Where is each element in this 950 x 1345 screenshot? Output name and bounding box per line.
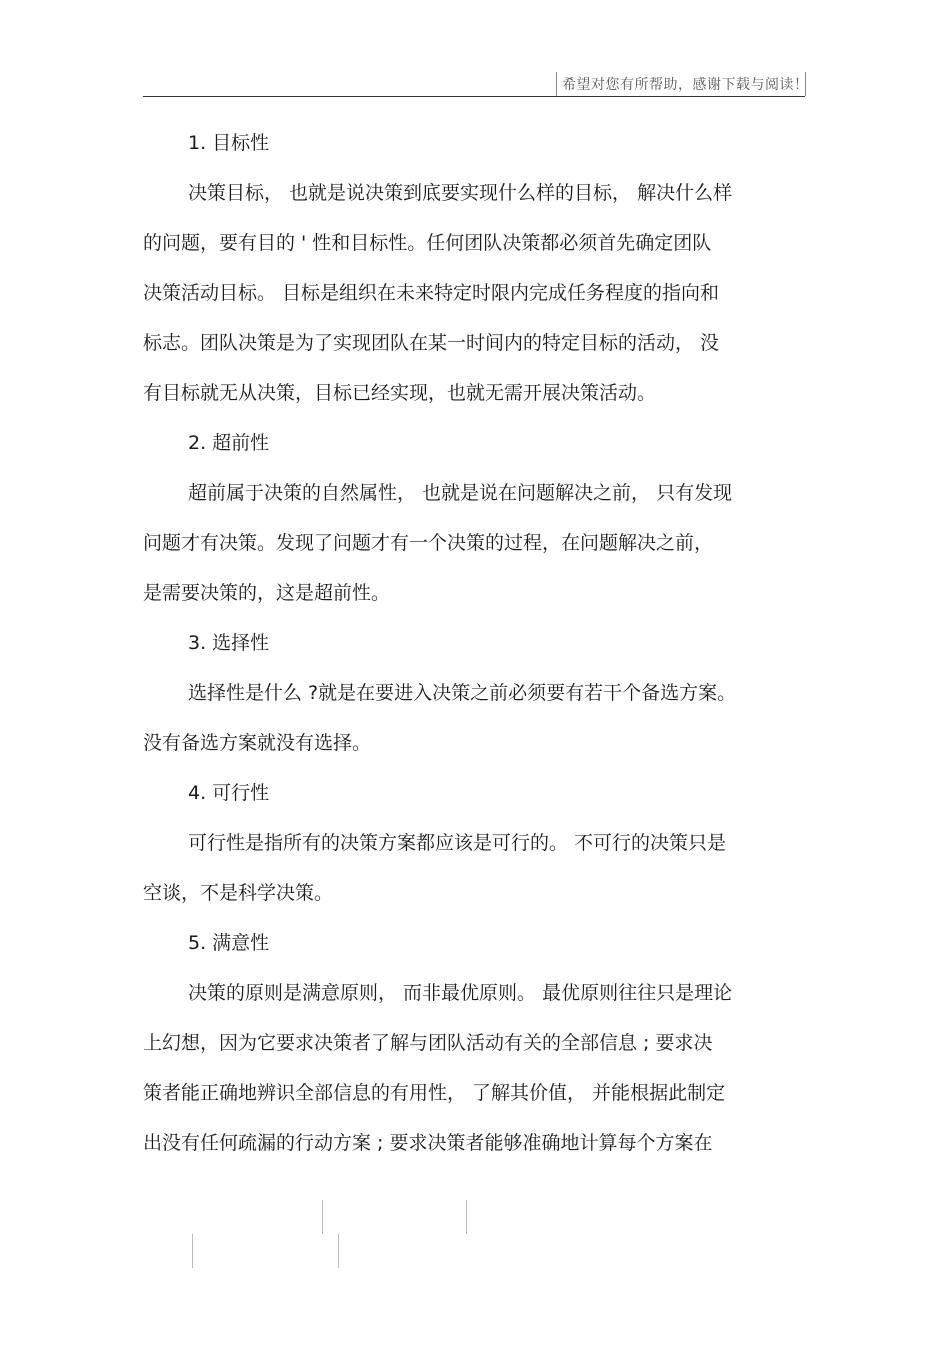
paragraph-line: 没有备选方案就没有选择。 — [143, 732, 372, 754]
paragraph-line: 决策目标， 也就是说决策到底要实现什么样的目标， 解决什么样 — [188, 182, 733, 204]
header-note: 希望对您有所帮助，感谢下载与阅读！ — [562, 77, 809, 93]
paragraph-line: 决策活动目标。 目标是组织在未来特定时限内完成任务程度的指向和 — [143, 282, 720, 304]
paragraph-line: 问题才有决策。发现了问题才有一个决策的过程，在问题解决之前， — [143, 532, 714, 554]
scan-artifact-line — [466, 1200, 467, 1234]
section-heading: 4. 可行性 — [188, 782, 270, 804]
paragraph-line: 标志。团队决策是为了实现团队在某一时间内的特定目标的活动， 没 — [143, 332, 720, 354]
header-rule — [143, 96, 805, 97]
scan-artifact-line — [192, 1234, 193, 1268]
section-heading: 2. 超前性 — [188, 432, 270, 454]
section-heading: 3. 选择性 — [188, 632, 270, 654]
scan-artifact-line — [338, 1234, 339, 1268]
paragraph-line: 的问题，要有目的 ' 性和目标性。任何团队决策都必须首先确定团队 — [143, 232, 712, 254]
paragraph-line: 决策的原则是满意原则， 而非最优原则。 最优原则往往只是理论 — [188, 982, 733, 1004]
paragraph-line: 策者能正确地辨识全部信息的有用性， 了解其价值， 并能根据此制定 — [143, 1082, 726, 1104]
paragraph-line: 有目标就无从决策，目标已经实现，也就无需开展决策活动。 — [143, 382, 657, 404]
document-body — [143, 118, 807, 1168]
paragraph-line: 是需要决策的，这是超前性。 — [143, 582, 391, 604]
section-heading: 5. 满意性 — [188, 932, 270, 954]
paragraph-line: 出没有任何疏漏的行动方案 ; 要求决策者能够准确地计算每个方案在 — [143, 1132, 713, 1154]
paragraph-line: 超前属于决策的自然属性， 也就是说在问题解决之前， 只有发现 — [188, 482, 733, 504]
section-heading: 1. 目标性 — [188, 132, 270, 154]
paragraph-line: 空谈，不是科学决策。 — [143, 882, 334, 904]
paragraph-line: 上幻想，因为它要求决策者了解与团队活动有关的全部信息 ; 要求决 — [143, 1032, 713, 1054]
scan-artifact-line — [322, 1200, 323, 1234]
paragraph-line: 可行性是指所有的决策方案都应该是可行的。 不可行的决策只是 — [188, 832, 727, 854]
paragraph-line: 选择性是什么 ?就是在要进入决策之前必须要有若干个备选方案。 — [188, 682, 737, 704]
